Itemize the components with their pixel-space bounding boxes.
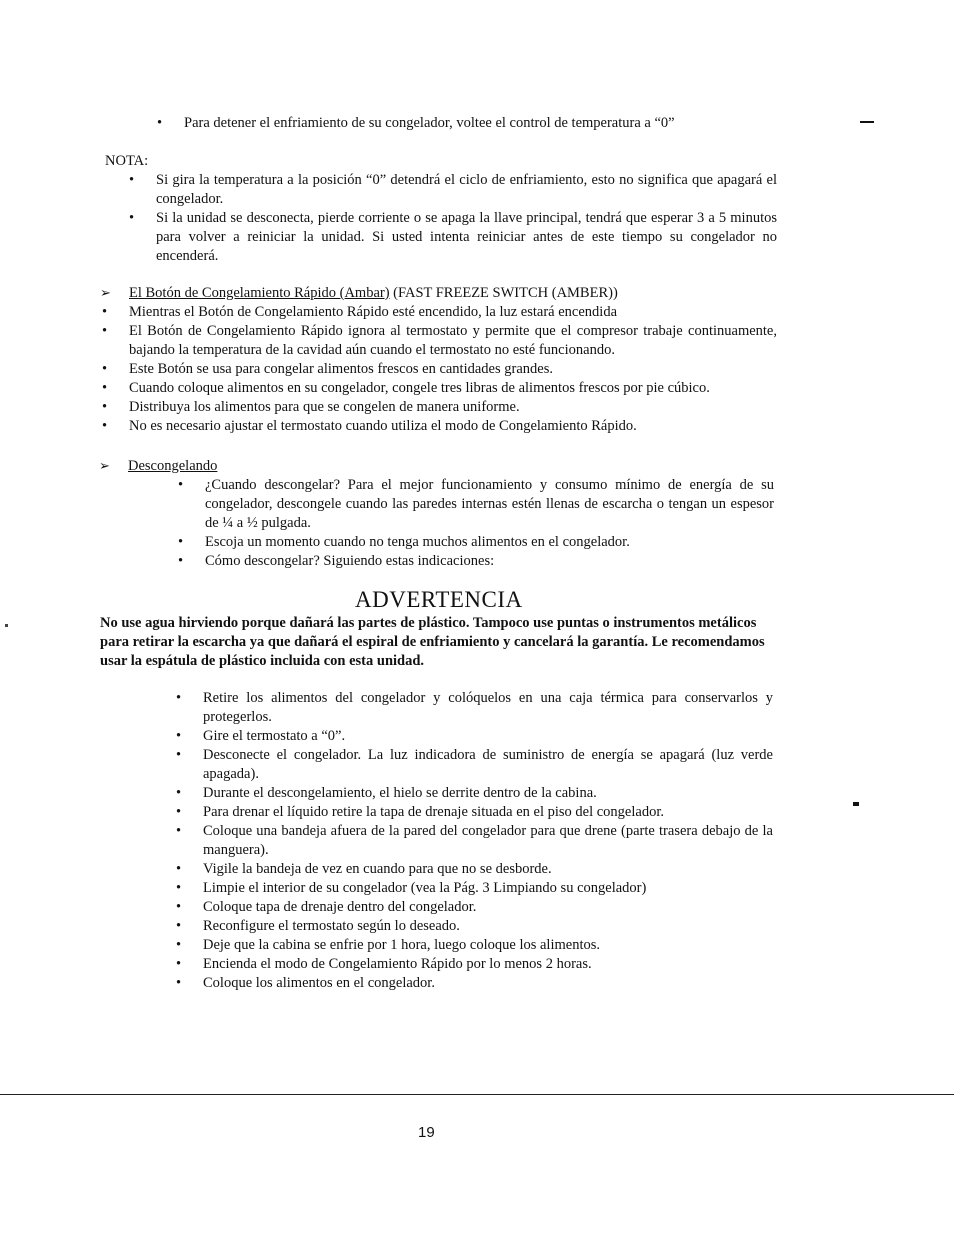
- footer-rule: [0, 1094, 954, 1095]
- list-item: • Limpie el interior de su congelador (vea la Pág. 3 Limpiando su congelador): [176, 880, 647, 896]
- nota-label: NOTA:: [105, 153, 149, 169]
- list-item: • Deje que la cabina se enfrie por 1 hora, luego coloque los alimentos.: [176, 937, 601, 953]
- page-speck: [5, 624, 8, 627]
- list-item: • Cómo descongelar? Siguiendo estas indicaciones:: [178, 553, 495, 569]
- list-item: • Durante el descongelamiento, el hielo se derrite dentro de la cabina.: [176, 785, 597, 801]
- list-item: • Escoja un momento cuando no tenga muchos alimentos en el congelador.: [178, 534, 630, 550]
- list-item: • Cuando coloque alimentos en su congelador, congele tres libras de alimentos frescos por pie cúbico.: [102, 380, 710, 396]
- list-item: • ¿Cuando descongelar? Para el mejor funcionamiento y consumo mínimo de energía de su congelador, descongele cuando las paredes internas estén llenas de escarcha o tengan un espesor de ¼ a ½ pulgada.: [178, 477, 774, 531]
- arrow-icon: ➢: [99, 459, 110, 474]
- list-item: • El Botón de Congelamiento Rápido ignora al termostato y permite que el compresor trabaje continuamente, bajando la temperatura de la cavidad aún cuando el termostato no esté funcionando.: [102, 323, 777, 358]
- defrost-steps-list: [176, 689, 773, 993]
- top-note: [157, 114, 764, 133]
- fast-freeze-heading-spanish: El Botón de Congelamiento Rápido (Ambar): [129, 285, 390, 301]
- bullet: •: [157, 115, 163, 131]
- descongelando-heading: ➢ Descongelando: [99, 458, 218, 474]
- margin-mark: [853, 802, 859, 806]
- list-item: • Si la unidad se desconecta, pierde corriente o se apaga la llave principal, tendrá que esperar 3 a 5 minutos para volver a reiniciar la unidad. Si usted intenta reiniciar antes de este tiempo su congelador no encenderá.: [129, 210, 777, 264]
- descongelando-list: [178, 476, 774, 571]
- margin-dash: [860, 121, 874, 123]
- page-number: 19: [418, 1124, 435, 1141]
- list-item: • Si gira la temperatura a la posición “0” detendrá el ciclo de enfriamiento, esto no significa que apagará el congelador.: [129, 172, 777, 207]
- list-item: • Este Botón se usa para congelar alimentos frescos en cantidades grandes.: [102, 361, 553, 377]
- nota-list: [129, 171, 777, 266]
- list-item: • Vigile la bandeja de vez en cuando para que no se desborde.: [176, 861, 552, 877]
- list-item: • Distribuya los alimentos para que se congelen de manera uniforme.: [102, 399, 520, 415]
- list-item: • Desconecte el congelador. La luz indicadora de suministro de energía se apagará (luz verde apagada).: [176, 747, 773, 782]
- top-note-text: Para detener el enfriamiento de su congelador, voltee el control de temperatura a “0”: [184, 115, 675, 131]
- warning-text: No use agua hirviendo porque dañará las partes de plástico. Tampoco use puntas o instrumentos metálicos para retirar la escarcha ya que dañará el espiral de enfriamiento y cancelará la garantía. Le recomendamos usar la espátula de plástico incluida con esta unidad.: [100, 615, 765, 669]
- list-item: • Coloque los alimentos en el congelador.: [176, 975, 435, 991]
- arrow-icon: ➢: [100, 286, 111, 301]
- fast-freeze-heading-english: (FAST FREEZE SWITCH (AMBER)): [389, 285, 618, 301]
- list-item: • Para drenar el líquido retire la tapa de drenaje situada en el piso del congelador.: [176, 804, 664, 820]
- fast-freeze-heading: [100, 284, 777, 303]
- list-item: • Gire el termostato a “0”.: [176, 728, 346, 744]
- list-item: • Reconfigure el termostato según lo deseado.: [176, 918, 460, 934]
- list-item: • Coloque tapa de drenaje dentro del congelador.: [176, 899, 477, 915]
- fast-freeze-list: [102, 303, 777, 436]
- list-item: • Mientras el Botón de Congelamiento Rápido esté encendido, la luz estará encendida: [102, 304, 618, 320]
- list-item: • No es necesario ajustar el termostato cuando utiliza el modo de Congelamiento Rápido.: [102, 418, 637, 434]
- warning-title: ADVERTENCIA: [355, 587, 523, 612]
- list-item: • Retire los alimentos del congelador y colóquelos en una caja térmica para conservarlos y protegerlos.: [176, 690, 773, 725]
- list-item: • Encienda el modo de Congelamiento Rápido por lo menos 2 horas.: [176, 956, 592, 972]
- list-item: • Coloque una bandeja afuera de la pared del congelador para que drene (parte trasera debajo de la manguera).: [176, 823, 773, 858]
